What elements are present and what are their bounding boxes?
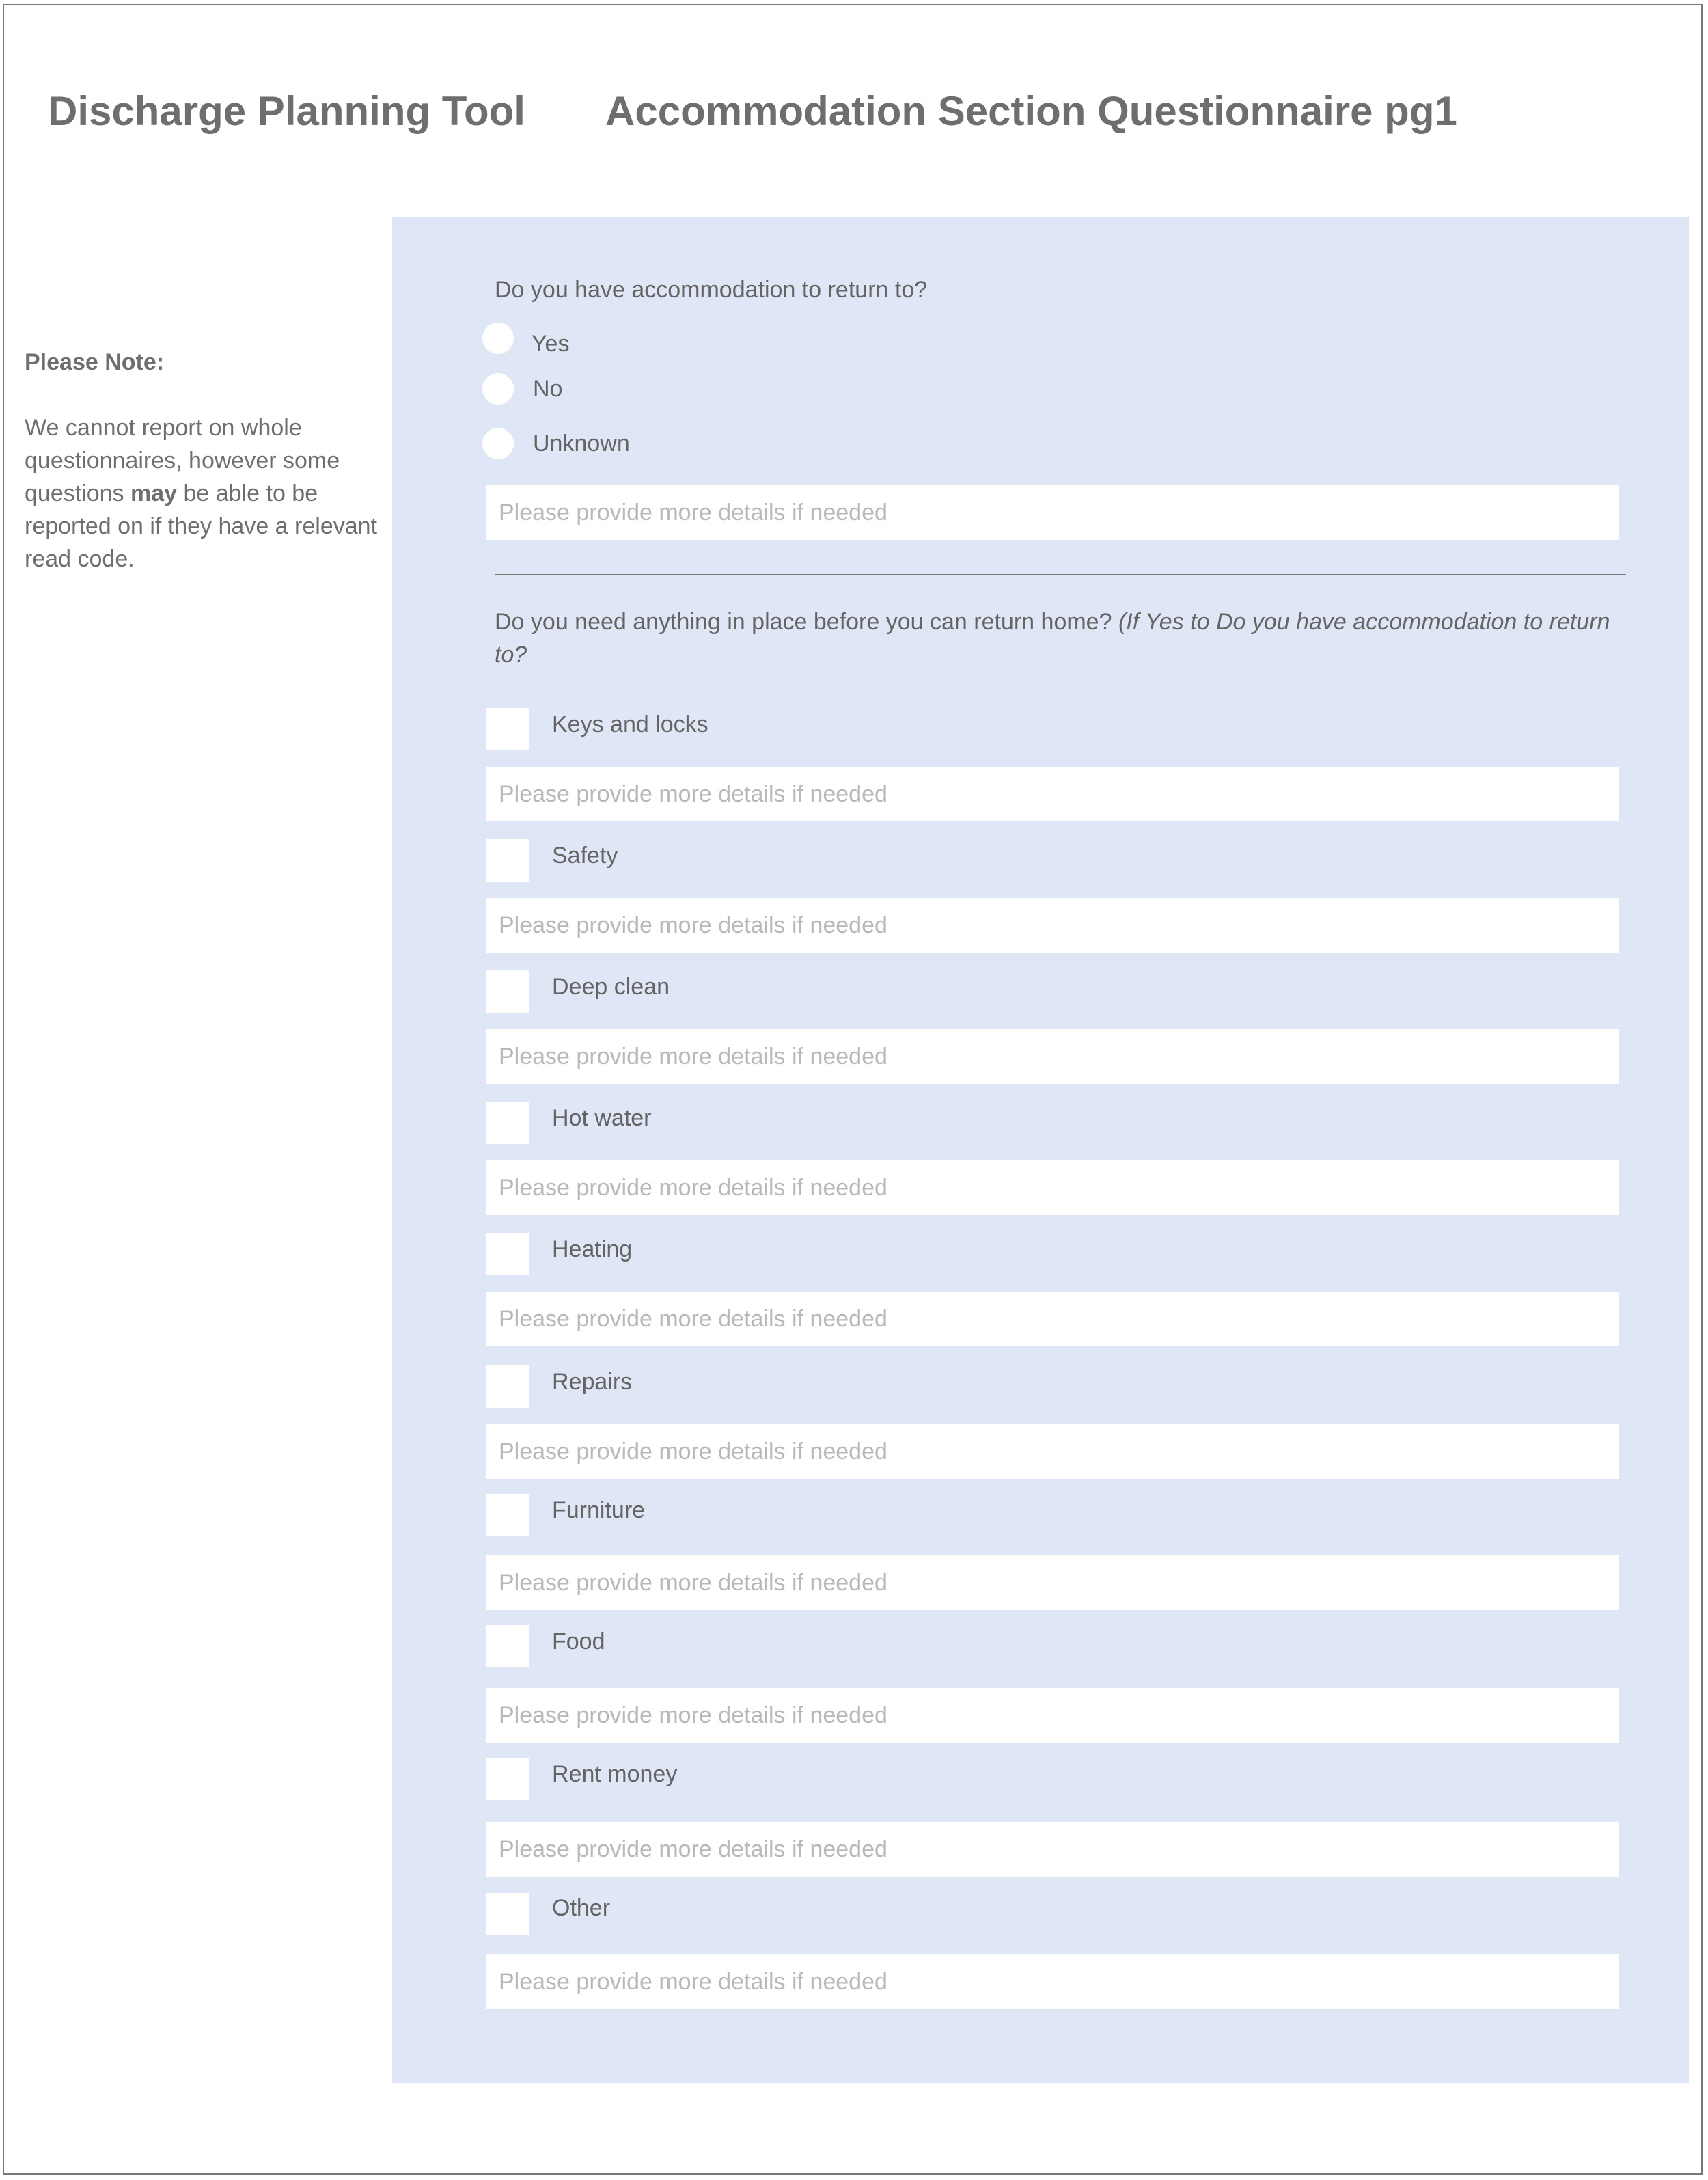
checkbox-heating[interactable] [486,1233,529,1275]
note-heading: Please Note: [25,349,165,375]
checkbox-repairs[interactable] [486,1365,529,1408]
checkbox-rent-money-label: Rent money [552,1761,678,1787]
keys-and-locks-details-input[interactable] [486,767,1619,821]
repairs-details-input[interactable] [486,1424,1619,1479]
checkbox-safety-label: Safety [552,843,618,869]
checkbox-deep-clean[interactable] [486,970,529,1013]
radio-yes[interactable] [482,323,514,354]
question-needs-text: Do you need anything in place before you can return home? [495,609,1118,635]
checkbox-keys-and-locks[interactable] [486,708,529,750]
question-accommodation: Do you have accommodation to return to? [495,277,928,303]
note-emphasis: may [130,480,178,506]
radio-unknown[interactable] [482,428,514,459]
page-title: Accommodation Section Questionnaire pg1 [605,88,1457,134]
checkbox-hot-water-label: Hot water [552,1105,652,1131]
radio-yes-label: Yes [532,331,570,357]
checkbox-hot-water[interactable] [486,1102,529,1144]
question-needs-before-return [495,605,1629,671]
note-text-before: We cannot report on whole questionnaires, however some questions [25,415,340,506]
checkbox-repairs-label: Repairs [552,1369,633,1395]
furniture-details-input[interactable] [486,1555,1619,1610]
questionnaire-panel [392,217,1689,2083]
radio-no[interactable] [482,373,514,405]
other-details-input[interactable] [486,1954,1619,2009]
checkbox-deep-clean-label: Deep clean [552,974,670,1000]
food-details-input[interactable] [486,1688,1619,1743]
checkbox-food[interactable] [486,1625,529,1667]
checkbox-rent-money[interactable] [486,1758,529,1800]
checkbox-furniture-label: Furniture [552,1497,646,1523]
note-text-after: be able to be reported on if they have a relevant read code. [25,480,377,572]
heating-details-input[interactable] [486,1292,1619,1346]
rent-money-details-input[interactable] [486,1822,1619,1877]
checkbox-other[interactable] [486,1893,529,1935]
deep-clean-details-input[interactable] [486,1029,1619,1084]
radio-unknown-label: Unknown [533,431,630,457]
accommodation-details-input[interactable] [486,485,1619,540]
checkbox-safety[interactable] [486,839,529,882]
radio-no-label: No [533,376,563,402]
checkbox-food-label: Food [552,1629,605,1654]
checkbox-keys-and-locks-label: Keys and locks [552,711,708,737]
question-needs-condition: (If Yes to Do you have accommodation to return to? [495,609,1610,668]
hot-water-details-input[interactable] [486,1160,1619,1215]
checkbox-furniture[interactable] [486,1494,529,1536]
safety-details-input[interactable] [486,898,1619,953]
app-title: Discharge Planning Tool [48,88,525,134]
checkbox-heating-label: Heating [552,1236,633,1262]
section-divider [495,574,1626,575]
note-sidebar [25,346,380,575]
checkbox-other-label: Other [552,1895,611,1921]
